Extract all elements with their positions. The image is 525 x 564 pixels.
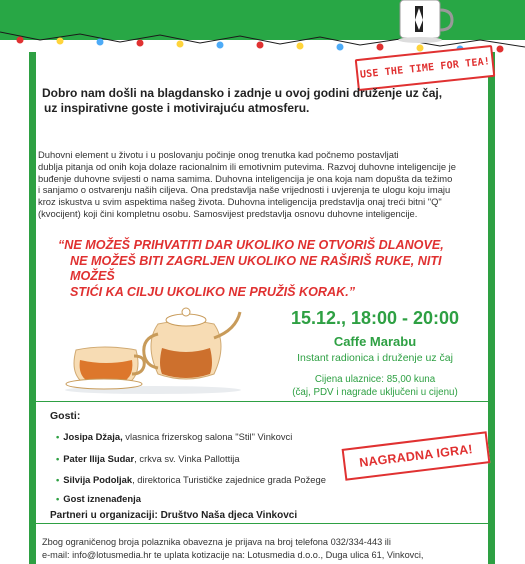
- guest-desc: , crkva sv. Vinka Pallottija: [134, 453, 240, 464]
- contact-line-1: Zbog ograničenog broja polaznika obavezna je prijava na broj telefona 032/334-443 ili: [42, 537, 391, 547]
- event-price-note: (čaj, PDV i nagrade uključeni u cijenu): [292, 387, 458, 398]
- bullet-icon: •: [56, 493, 60, 504]
- guest-name: Gost iznenađenja: [63, 493, 141, 504]
- body-paragraph: [38, 149, 488, 220]
- body-line: kroz iskustva u svim aspektima našeg života. Duhovna inteligencija predstavlja onaj treći bitni "Q": [38, 196, 442, 208]
- prize-badge: NAGRADNA IGRA!: [342, 431, 491, 481]
- guest-desc: vlasnica frizerskog salona "Stil" Vinkovci: [122, 431, 293, 442]
- section-divider: [36, 523, 488, 524]
- quote-line: STIĆI KA CILJU UKOLIKO NE PRUŽIŠ KORAK.”: [70, 284, 356, 299]
- guest-item: [56, 493, 141, 504]
- body-line: i sanjamo o ostvarenju naših ciljeva. Ona predstavlja naše vrijednosti i uvjerenja te ulogu koju imaju: [38, 184, 451, 196]
- event-venue: Caffe Marabu: [333, 334, 417, 349]
- event-price: Cijena ulaznice: 85,00 kuna: [314, 374, 436, 385]
- body-line: Duhovni element u životu i u poslovanju počinje onog trenutka kad počnemo postavljati: [38, 149, 399, 160]
- guest-item: [56, 453, 240, 464]
- event-datetime: 15.12., 18:00 - 20:00: [290, 308, 460, 328]
- event-info: [260, 308, 490, 398]
- guest-item: [56, 474, 326, 485]
- bullet-icon: •: [56, 453, 60, 464]
- mug-icon: [392, 0, 456, 45]
- body-line: dublja pitanja od onih koja dolaze racionalnim ili emotivnim putevima. Razvoj duhovne inteligencije je: [38, 160, 456, 172]
- tea-stamp: [356, 52, 490, 80]
- partners-text: Partneri u organizaciji: Društvo Naša djeca Vinkovci: [50, 510, 298, 521]
- quote-line: “NE MOŽEŠ PRIHVATITI DAR UKOLIKO NE OTVORIŠ DLANOVE,: [58, 238, 444, 252]
- event-subtitle: Instant radionica i druženje uz čaj: [297, 352, 453, 364]
- guest-name: Josipa Džaja,: [63, 431, 123, 442]
- guest-name: Silvija Podoljak: [63, 474, 133, 485]
- intro-text: [42, 86, 482, 116]
- bullet-icon: •: [56, 474, 60, 485]
- body-line: buđenje duhovne svijesti o nama samima. Duhovna inteligencija je ona koja nam dopušta da težimo: [38, 172, 453, 184]
- teapot-illustration: [58, 290, 248, 395]
- body-line: (kvocijent) koji čini kompletnu osobu. Samosvijest predstavlja osnovu duhovne inteligencije.: [38, 207, 418, 219]
- intro-line-1: Dobro nam došli na blagdansko i zadnje u ovoj godini druženje uz čaj,: [42, 86, 443, 100]
- guest-desc: , direktorica Turističke zajednice grada Požege: [132, 474, 326, 485]
- quote-line: NE MOŽEŠ BITI ZAGRLJEN UKOLIKO NE RAŠIRIŠ RUKE, NITI MOŽEŠ: [70, 253, 442, 284]
- guest-name: Pater Ilija Sudar: [63, 453, 135, 464]
- contact-info: [42, 536, 492, 562]
- contact-line-2: e-mail: info@lotusmedia.hr te uplata kotizacije na: Lotusmedia d.o.o., Duga ulica 61, Vinkovci,: [42, 550, 424, 560]
- tea-stamp-text: USE THE TIME FOR TEA!: [355, 45, 496, 91]
- bullet-icon: •: [56, 431, 60, 442]
- section-divider: [36, 401, 488, 402]
- guest-item: [56, 431, 292, 442]
- intro-line-2: uz inspirativne goste i motivirajuću atmosferu.: [44, 101, 310, 115]
- guests-title: Gosti:: [50, 410, 81, 422]
